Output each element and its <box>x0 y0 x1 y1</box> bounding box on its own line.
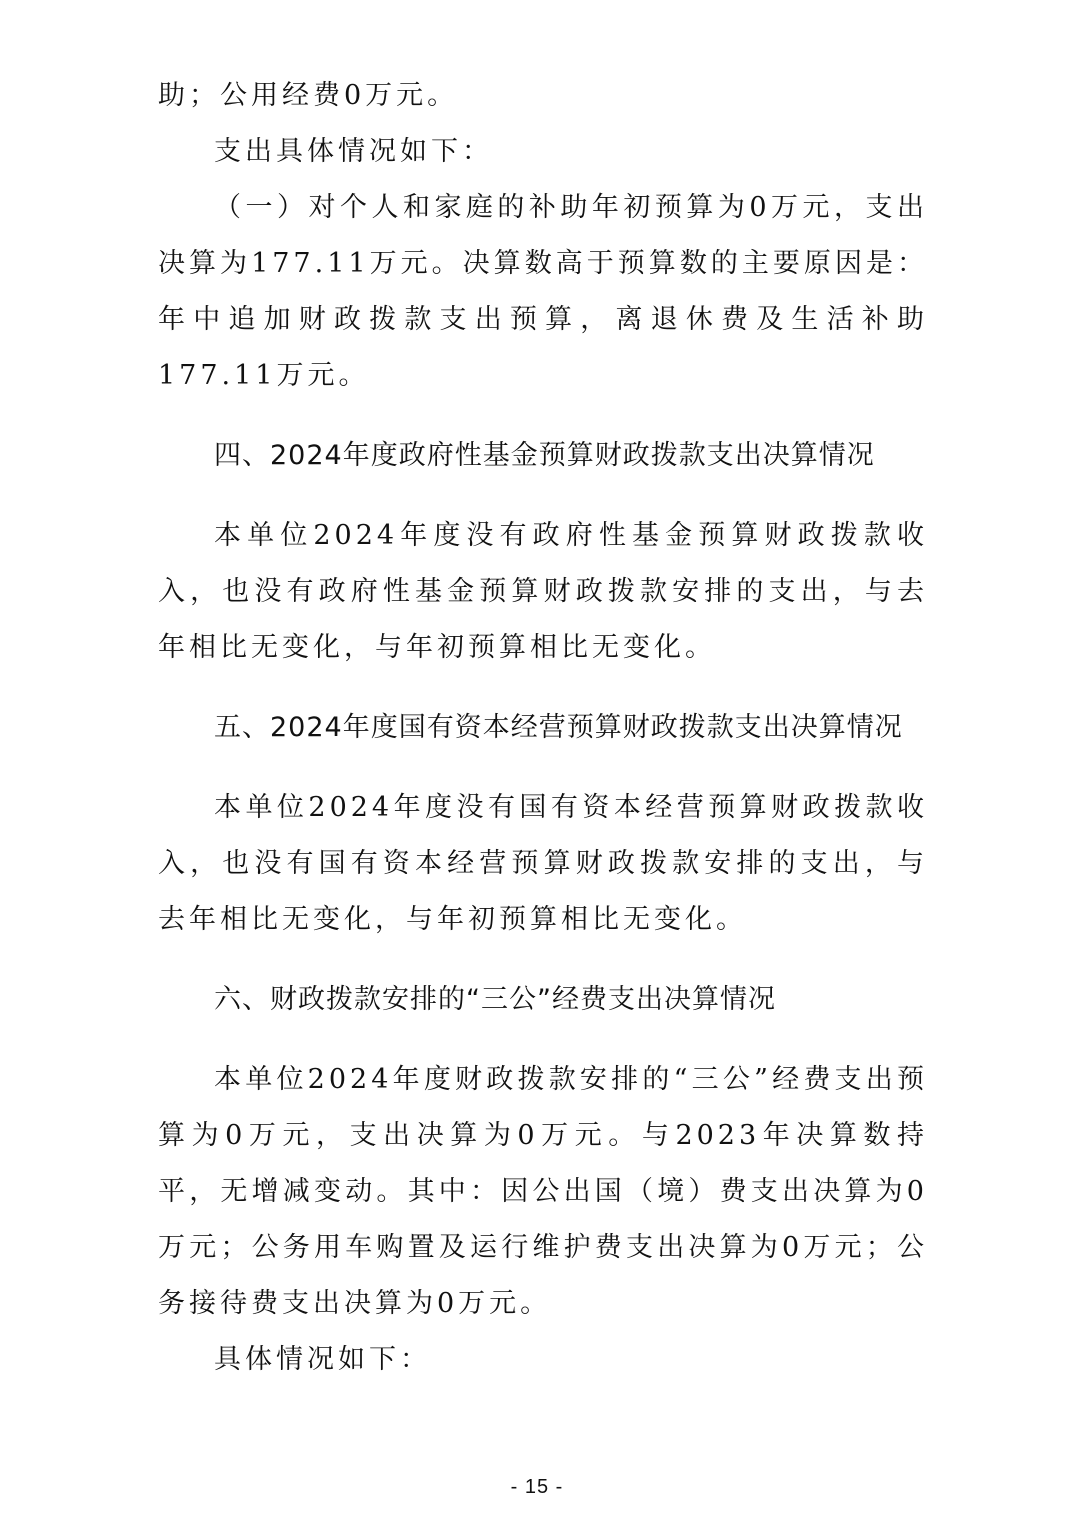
spacer <box>158 756 928 780</box>
paragraph-personal-subsidy: （一）对个人和家庭的补助年初预算为0万元，支出决算为177.11万元。决算数高于预算数的主要原因是：年中追加财政拨款支出预算，离退休费及生活补助177.11万元。 <box>158 192 928 391</box>
paragraph-government-fund: 本单位2024年度没有政府性基金预算财政拨款收入，也没有政府性基金预算财政拨款安排的支出，与去年相比无变化，与年初预算相比无变化。 <box>158 520 928 663</box>
page-number: - 15 - <box>510 1476 564 1498</box>
spacer <box>158 484 928 508</box>
section-heading-4: 四、2024年度政府性基金预算财政拨款支出决算情况 <box>214 440 875 471</box>
paragraph-details-intro: 具体情况如下： <box>214 1344 431 1375</box>
paragraph-expense-intro: 支出具体情况如下： <box>214 136 493 167</box>
spacer <box>158 676 928 700</box>
section-heading-5: 五、2024年度国有资本经营预算财政拨款支出决算情况 <box>214 712 903 743</box>
section-heading-6: 六、财政拨款安排的“三公”经费支出决算情况 <box>214 984 776 1015</box>
spacer <box>158 1028 928 1052</box>
spacer <box>158 948 928 972</box>
paragraph-continuation: 助；公用经费0万元。 <box>158 80 459 111</box>
paragraph-three-public: 本单位2024年度财政拨款安排的“三公”经费支出预算为0万元，支出决算为0万元。与2023年决算数持平，无增减变动。其中：因公出国（境）费支出决算为0万元；公务用车购置及运行维护费支出决算为0万元；公务接待费支出决算为0万元。 <box>158 1064 928 1319</box>
spacer <box>158 404 928 428</box>
paragraph-state-capital: 本单位2024年度没有国有资本经营预算财政拨款收入，也没有国有资本经营预算财政拨款安排的支出，与去年相比无变化，与年初预算相比无变化。 <box>158 792 928 935</box>
page-content <box>158 68 928 1388</box>
